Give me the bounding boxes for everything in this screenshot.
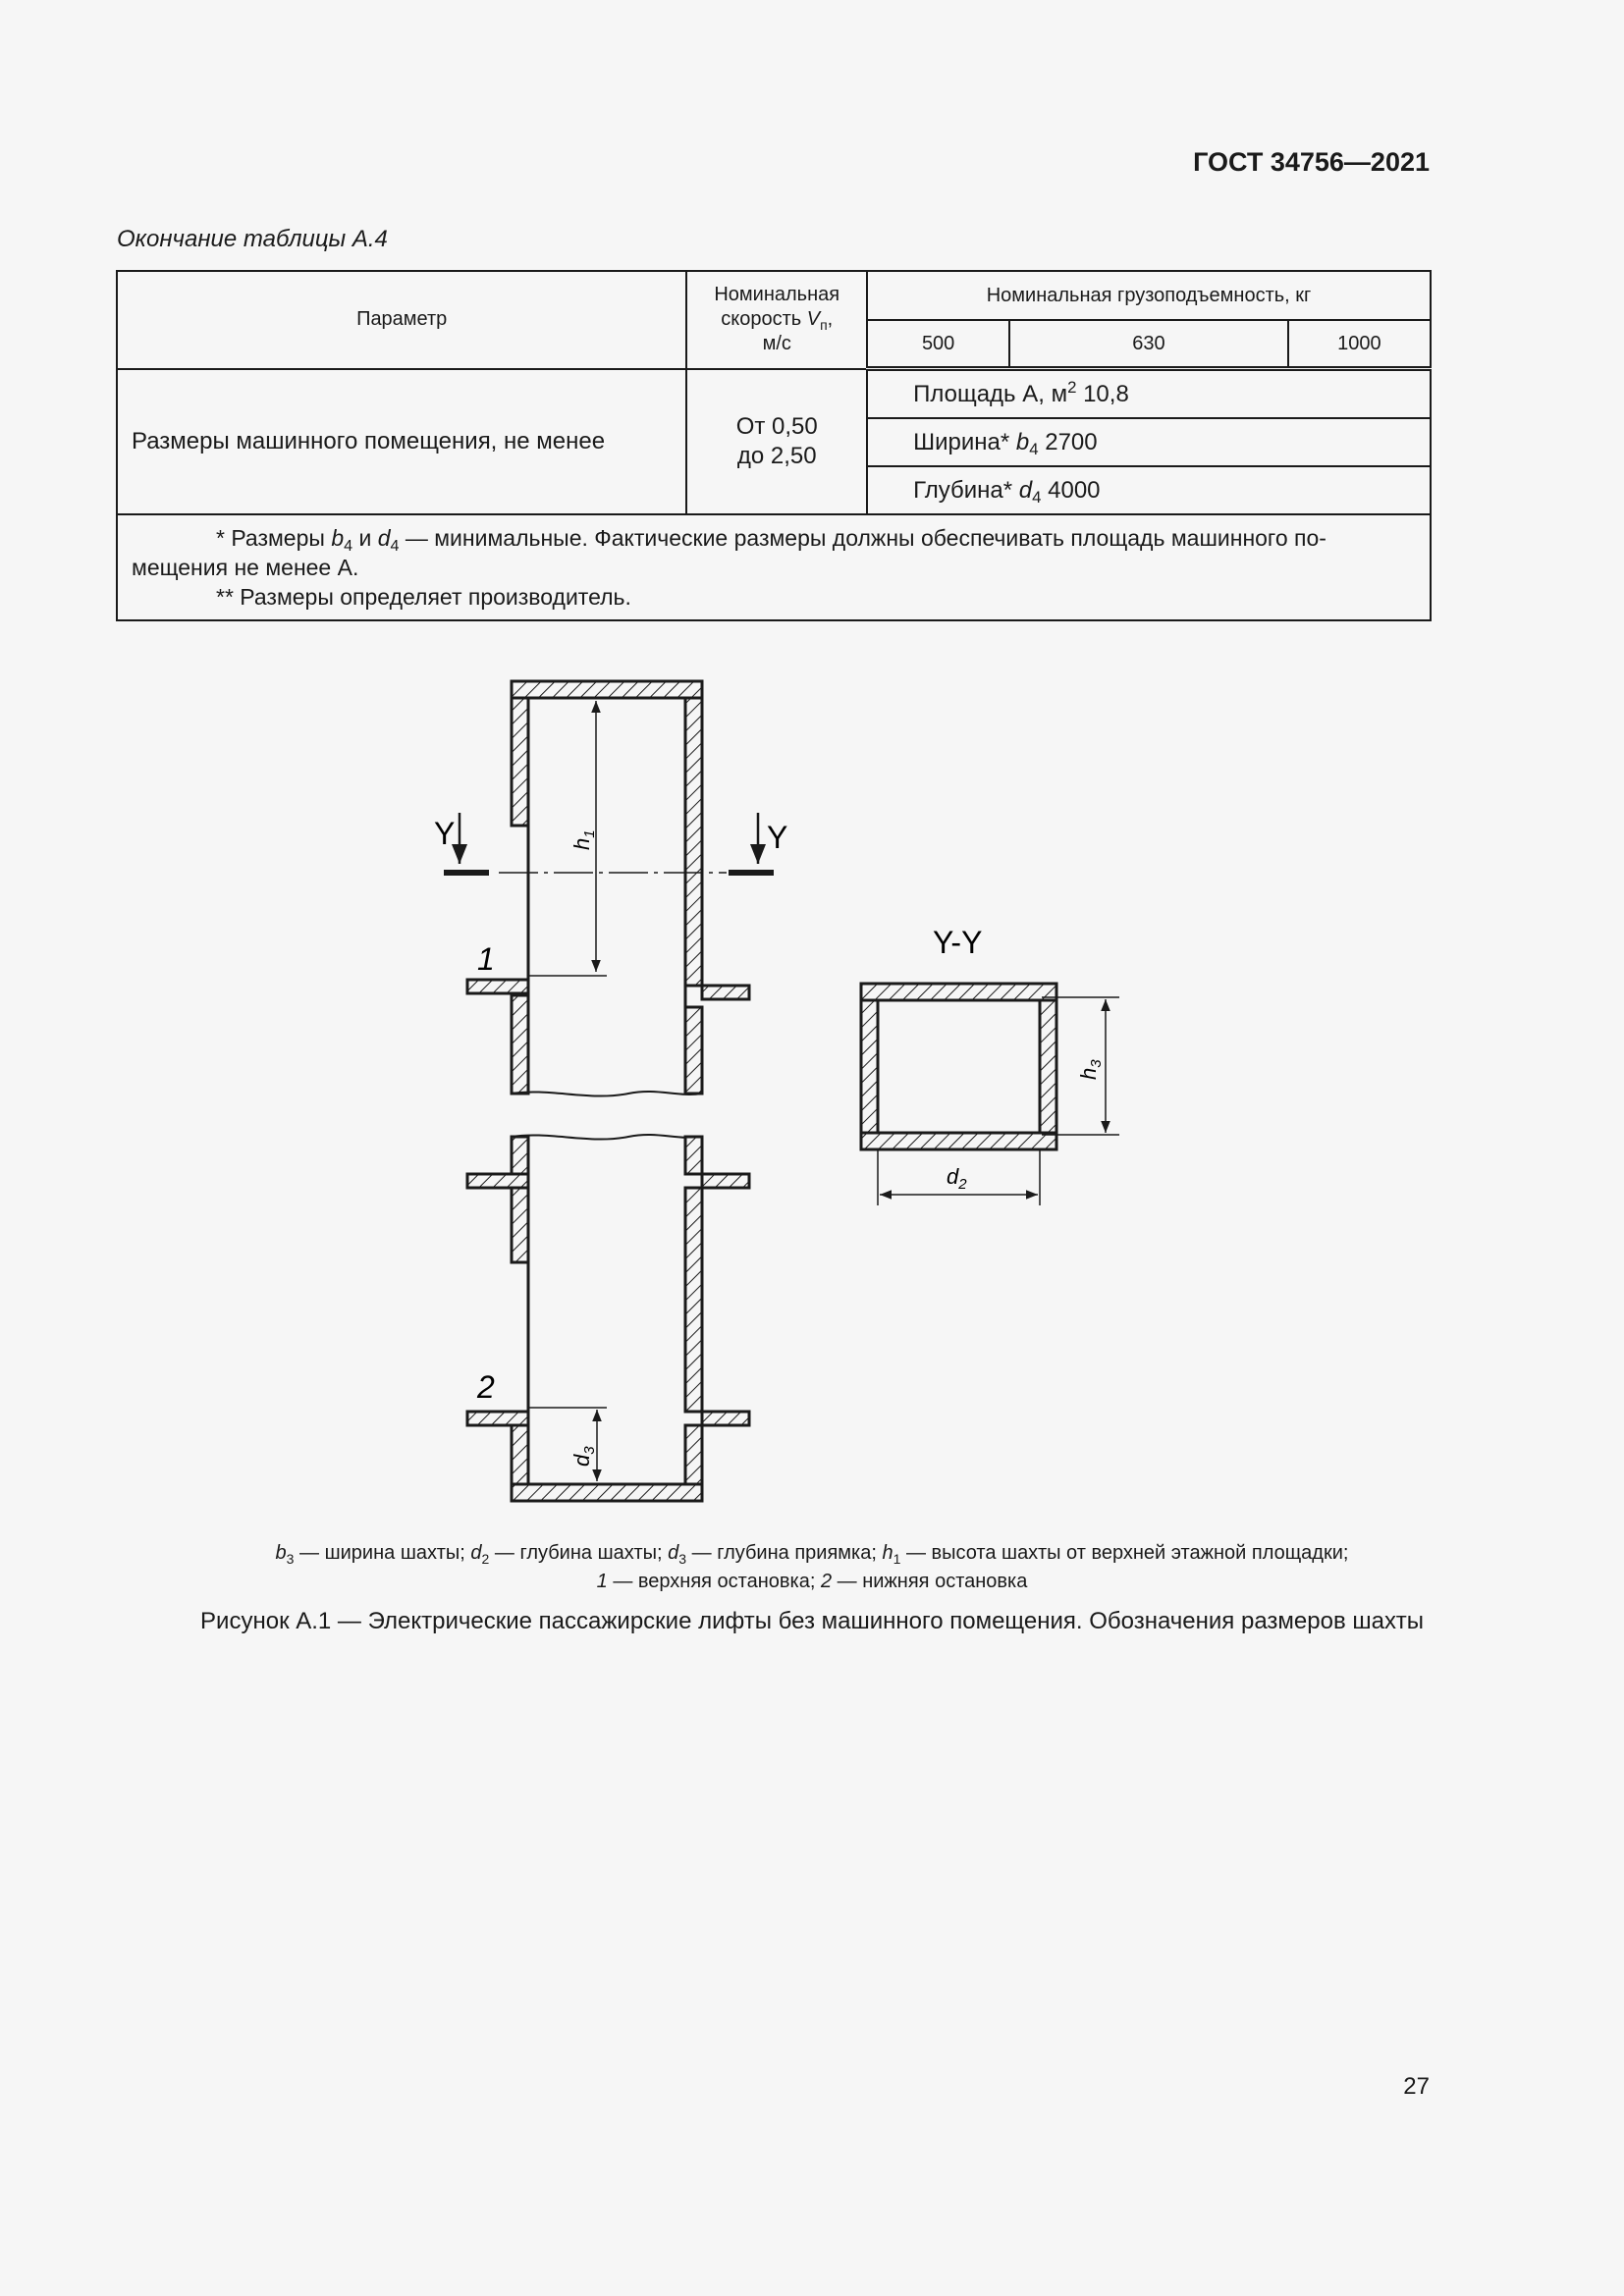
legend-d2-sub: 2 [481, 1551, 490, 1567]
header-speed-prefix: скорость [721, 308, 802, 331]
depth-value: 4000 [1048, 476, 1101, 504]
stop-1-label: 1 [477, 941, 495, 977]
capacity-630: 630 [1009, 320, 1288, 369]
legend-h1: h [882, 1542, 893, 1564]
note1-c: и [358, 525, 372, 551]
area-label: Площадь А, м [913, 380, 1068, 407]
header-parameter: Параметр [117, 271, 686, 369]
standard-code: ГОСТ 34756—2021 [1193, 147, 1430, 177]
row-parameter: Размеры машинного помещения, не менее [117, 369, 686, 515]
legend-d3-sub: 3 [678, 1551, 687, 1567]
legend-n2: 2 [820, 1571, 833, 1592]
figure-legend-line2 [98, 1568, 1526, 1596]
legend-h1-text: — высота шахты от верхней этажной площадки; [905, 1542, 1349, 1564]
section-label-right: Y [767, 820, 788, 855]
depth-label: Глубина* [913, 476, 1013, 504]
area-sup: 2 [1067, 377, 1077, 397]
header-speed-var: V [806, 308, 821, 331]
header-speed-line1: Номинальная [714, 284, 840, 306]
h3-label: $h_3$ [1076, 1059, 1105, 1080]
figure-legend-line1 [98, 1539, 1526, 1568]
row-speed-line1: От 0,50 [735, 412, 818, 440]
depth-var: d [1018, 476, 1033, 504]
legend-n1-text: — верхняя остановка; [613, 1571, 816, 1592]
legend-d2: d [470, 1542, 482, 1564]
stop-2-label: 2 [477, 1369, 495, 1405]
legend-b3-sub: 3 [286, 1551, 295, 1567]
note1-b: b [331, 525, 345, 551]
note1-a: * Размеры [216, 525, 325, 551]
legend-b3: b [275, 1542, 287, 1564]
header-capacity: Номинальная грузоподъемность, кг [867, 271, 1431, 320]
capacity-500: 500 [867, 320, 1009, 369]
page-number: 27 [1403, 2073, 1430, 2100]
depth-sub: 4 [1032, 487, 1042, 507]
legend-n1: 1 [596, 1571, 608, 1592]
width-value: 2700 [1045, 428, 1098, 455]
header-speed-sub: п [820, 317, 828, 334]
legend-d3-text: — глубина приямка; [691, 1542, 877, 1564]
figure-caption: Рисунок А.1 — Электрические пассажирские лифты без машинного помещения. Обозначения размеров шахты [200, 1608, 1424, 1634]
legend-n2-text: — нижняя остановка [837, 1571, 1028, 1592]
capacity-1000: 1000 [1288, 320, 1431, 369]
legend-h1-sub: 1 [893, 1551, 901, 1567]
section-yy-walls [861, 984, 1056, 1149]
width-var: b [1015, 428, 1030, 455]
shaft-lower [467, 1137, 749, 1501]
table-caption: Окончание таблицы А.4 [117, 226, 388, 252]
section-label-left: Y [434, 816, 456, 851]
legend-d3: d [668, 1542, 679, 1564]
d2-label: $d_2$ [947, 1164, 967, 1193]
width-label: Ширина* [913, 428, 1010, 455]
h1-label: $h_1$ [569, 829, 598, 850]
note1-d: d [377, 525, 391, 551]
d3-label: $d_3$ [569, 1446, 598, 1467]
break-line-lower [512, 1135, 702, 1140]
area-value: 10,8 [1083, 380, 1129, 407]
header-speed: Номинальная скорость $V_п$, м/с [686, 271, 867, 369]
shaft-upper [467, 681, 749, 1094]
break-line-upper [512, 1092, 702, 1096]
section-title: Y-Y [933, 925, 983, 960]
note1-d-sub: 4 [390, 537, 400, 555]
legend-b3-text: — ширина шахты; [299, 1542, 465, 1564]
width-sub: 4 [1029, 439, 1039, 458]
note1-b-sub: 4 [344, 537, 353, 555]
note-2: ** Размеры определяет производитель. [216, 584, 631, 610]
note-1-cont: мещения не менее А. [132, 555, 359, 580]
header-speed-unit: м/с [762, 333, 791, 355]
note1-e: — минимальные. Фактические размеры должны обеспечивать площадь машинного по- [405, 525, 1326, 551]
legend-d2-text: — глубина шахты; [494, 1542, 663, 1564]
row-speed-line2: до 2,50 [736, 442, 817, 469]
